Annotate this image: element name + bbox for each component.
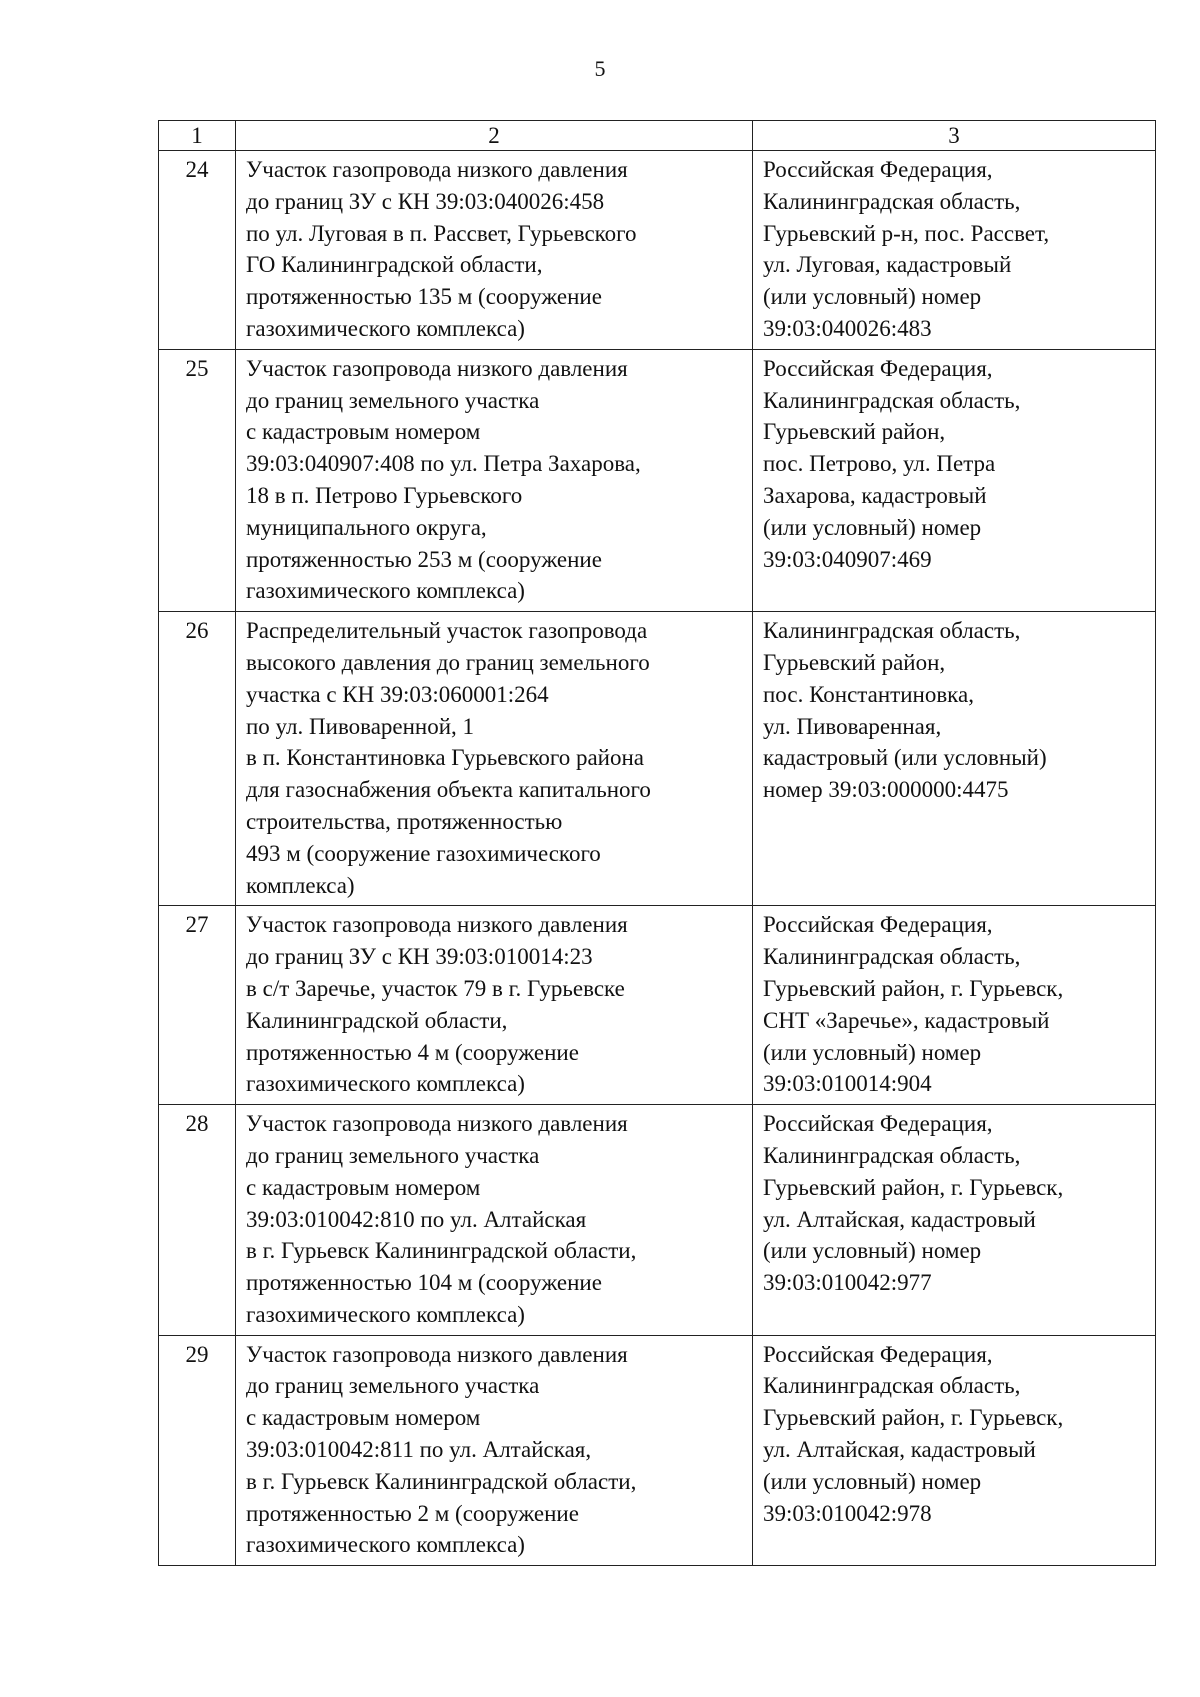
cell-text-line: Калининградская область, bbox=[763, 1373, 1021, 1399]
cell-text-line: (или условный) номер bbox=[763, 1468, 982, 1494]
cell-text-line: по ул. Луговая в п. Рассвет, Гурьевского bbox=[246, 220, 637, 246]
cell-text-line: ул. Луговая, кадастровый bbox=[763, 252, 1012, 278]
table-row bbox=[159, 1335, 1156, 1566]
cell-text-line: протяженностью 104 м (сооружение bbox=[246, 1270, 602, 1296]
cell-text-line: Российская Федерация, bbox=[763, 1111, 993, 1137]
cell-text-line: Российская Федерация, bbox=[763, 1341, 993, 1367]
cell-text-line: для газоснабжения объекта капитального bbox=[246, 777, 651, 803]
cell-text-line: комплекса) bbox=[246, 872, 355, 898]
object-address-cell bbox=[753, 349, 1156, 611]
cell-text-line: Гурьевский район, bbox=[763, 419, 946, 445]
object-address-cell bbox=[753, 612, 1156, 906]
row-number-cell: 28 bbox=[159, 1105, 236, 1336]
cell-text-line: Гурьевский район, bbox=[763, 649, 946, 675]
cell-text-line: муниципального округа, bbox=[246, 514, 487, 540]
object-address-cell bbox=[753, 906, 1156, 1105]
cell-text-line: ул. Алтайская, кадастровый bbox=[763, 1437, 1036, 1463]
cell-text-line: до границ земельного участка bbox=[246, 1373, 540, 1399]
cell-text-line: в г. Гурьевск Калининградской области, bbox=[246, 1238, 637, 1264]
table-row bbox=[159, 612, 1156, 906]
cell-text-line: 39:03:010014:904 bbox=[763, 1071, 932, 1097]
cell-text-line: в г. Гурьевск Калининградской области, bbox=[246, 1468, 637, 1494]
cell-text-line: (или условный) номер bbox=[763, 1238, 982, 1264]
object-description-cell bbox=[236, 612, 753, 906]
cell-text-line: Гурьевский район, г. Гурьевск, bbox=[763, 975, 1064, 1001]
object-description-cell bbox=[236, 349, 753, 611]
cell-text-line: протяженностью 4 м (сооружение bbox=[246, 1039, 579, 1065]
cell-text-line: ГО Калининградской области, bbox=[246, 252, 543, 278]
cell-text-line: 39:03:010042:977 bbox=[763, 1270, 932, 1296]
object-description-cell bbox=[236, 1105, 753, 1336]
cell-text-line: пос. Петрово, ул. Петра bbox=[763, 451, 996, 477]
row-number-cell: 26 bbox=[159, 612, 236, 906]
cell-text-line: протяженностью 2 м (сооружение bbox=[246, 1500, 579, 1526]
cell-text-line: газохимического комплекса) bbox=[246, 315, 525, 341]
column-header-1: 1 bbox=[159, 121, 236, 151]
cell-text-line: с кадастровым номером bbox=[246, 1174, 481, 1200]
cell-text-line: Гурьевский район, г. Гурьевск, bbox=[763, 1405, 1064, 1431]
cell-text-line: до границ ЗУ с КН 39:03:040026:458 bbox=[246, 188, 605, 214]
cell-text-line: Российская Федерация, bbox=[763, 355, 993, 381]
registry-table-body bbox=[159, 121, 1156, 1566]
cell-text-line: газохимического комплекса) bbox=[246, 1301, 525, 1327]
table-header-row bbox=[159, 121, 1156, 151]
cell-text-line: протяженностью 135 м (сооружение bbox=[246, 284, 602, 310]
object-address-cell bbox=[753, 1105, 1156, 1336]
column-header-2: 2 bbox=[236, 121, 753, 151]
cell-text-line: Распределительный участок газопровода bbox=[246, 618, 648, 644]
cell-text-line: в п. Константиновка Гурьевского района bbox=[246, 745, 644, 771]
row-number-cell: 24 bbox=[159, 151, 236, 350]
cell-text-line: протяженностью 253 м (сооружение bbox=[246, 546, 602, 572]
row-number-cell: 29 bbox=[159, 1335, 236, 1566]
cell-text-line: (или условный) номер bbox=[763, 514, 982, 540]
table-row bbox=[159, 906, 1156, 1105]
object-address-cell bbox=[753, 1335, 1156, 1566]
cell-text-line: 493 м (сооружение газохимического bbox=[246, 840, 601, 866]
cell-text-line: 39:03:040907:469 bbox=[763, 546, 932, 572]
cell-text-line: с кадастровым номером bbox=[246, 419, 481, 445]
cell-text-line: 39:03:040907:408 по ул. Петра Захарова, bbox=[246, 451, 641, 477]
cell-text-line: участка с КН 39:03:060001:264 bbox=[246, 681, 549, 707]
cell-text-line: (или условный) номер bbox=[763, 1039, 982, 1065]
cell-text-line: пос. Константиновка, bbox=[763, 681, 974, 707]
cell-text-line: Гурьевский район, г. Гурьевск, bbox=[763, 1174, 1064, 1200]
row-number-cell: 27 bbox=[159, 906, 236, 1105]
cell-text-line: 39:03:010042:810 по ул. Алтайская bbox=[246, 1206, 587, 1232]
cell-text-line: ул. Пивоваренная, bbox=[763, 713, 942, 739]
cell-text-line: кадастровый (или условный) bbox=[763, 745, 1047, 771]
cell-text-line: до границ земельного участка bbox=[246, 387, 540, 413]
page-number: 5 bbox=[594, 56, 606, 81]
cell-text-line: СНТ «Заречье», кадастровый bbox=[763, 1007, 1050, 1033]
cell-text-line: (или условный) номер bbox=[763, 284, 982, 310]
cell-text-line: 39:03:040026:483 bbox=[763, 315, 932, 341]
cell-text-line: Гурьевский р-н, пос. Рассвет, bbox=[763, 220, 1050, 246]
cell-text-line: с кадастровым номером bbox=[246, 1405, 481, 1431]
object-description-cell bbox=[236, 1335, 753, 1566]
object-description-cell bbox=[236, 906, 753, 1105]
cell-text-line: Участок газопровода низкого давления bbox=[246, 355, 628, 381]
object-address-cell bbox=[753, 151, 1156, 350]
cell-text-line: номер 39:03:000000:4475 bbox=[763, 777, 1009, 803]
cell-text-line: по ул. Пивоваренной, 1 bbox=[246, 713, 475, 739]
cell-text-line: Калининградской области, bbox=[246, 1007, 508, 1033]
cell-text-line: газохимического комплекса) bbox=[246, 578, 525, 604]
cell-text-line: Российская Федерация, bbox=[763, 157, 993, 182]
cell-text-line: до границ ЗУ с КН 39:03:010014:23 bbox=[246, 944, 593, 970]
cell-text-line: высокого давления до границ земельного bbox=[246, 649, 650, 675]
registry-table bbox=[158, 120, 1156, 1566]
cell-text-line: Российская Федерация, bbox=[763, 912, 993, 938]
table-row bbox=[159, 1105, 1156, 1336]
object-description-cell bbox=[236, 151, 753, 350]
cell-text-line: до границ земельного участка bbox=[246, 1142, 540, 1168]
cell-text-line: 39:03:010042:978 bbox=[763, 1500, 932, 1526]
cell-text-line: строительства, протяженностью bbox=[246, 808, 563, 834]
cell-text-line: ул. Алтайская, кадастровый bbox=[763, 1206, 1036, 1232]
cell-text-line: Участок газопровода низкого давления bbox=[246, 912, 628, 938]
cell-text-line: в с/т Заречье, участок 79 в г. Гурьевске bbox=[246, 975, 625, 1001]
column-header-3: 3 bbox=[753, 121, 1156, 151]
cell-text-line: 18 в п. Петрово Гурьевского bbox=[246, 482, 523, 508]
cell-text-line: Участок газопровода низкого давления bbox=[246, 157, 628, 182]
cell-text-line: Захарова, кадастровый bbox=[763, 482, 987, 508]
cell-text-line: 39:03:010042:811 по ул. Алтайская, bbox=[246, 1437, 592, 1463]
cell-text-line: Участок газопровода низкого давления bbox=[246, 1111, 628, 1137]
cell-text-line: газохимического комплекса) bbox=[246, 1532, 525, 1558]
cell-text-line: газохимического комплекса) bbox=[246, 1071, 525, 1097]
table-row bbox=[159, 151, 1156, 350]
cell-text-line: Участок газопровода низкого давления bbox=[246, 1341, 628, 1367]
cell-text-line: Калининградская область, bbox=[763, 1142, 1021, 1168]
cell-text-line: Калининградская область, bbox=[763, 188, 1021, 214]
cell-text-line: Калининградская область, bbox=[763, 618, 1021, 644]
table-row bbox=[159, 349, 1156, 611]
cell-text-line: Калининградская область, bbox=[763, 944, 1021, 970]
cell-text-line: Калининградская область, bbox=[763, 387, 1021, 413]
row-number-cell: 25 bbox=[159, 349, 236, 611]
